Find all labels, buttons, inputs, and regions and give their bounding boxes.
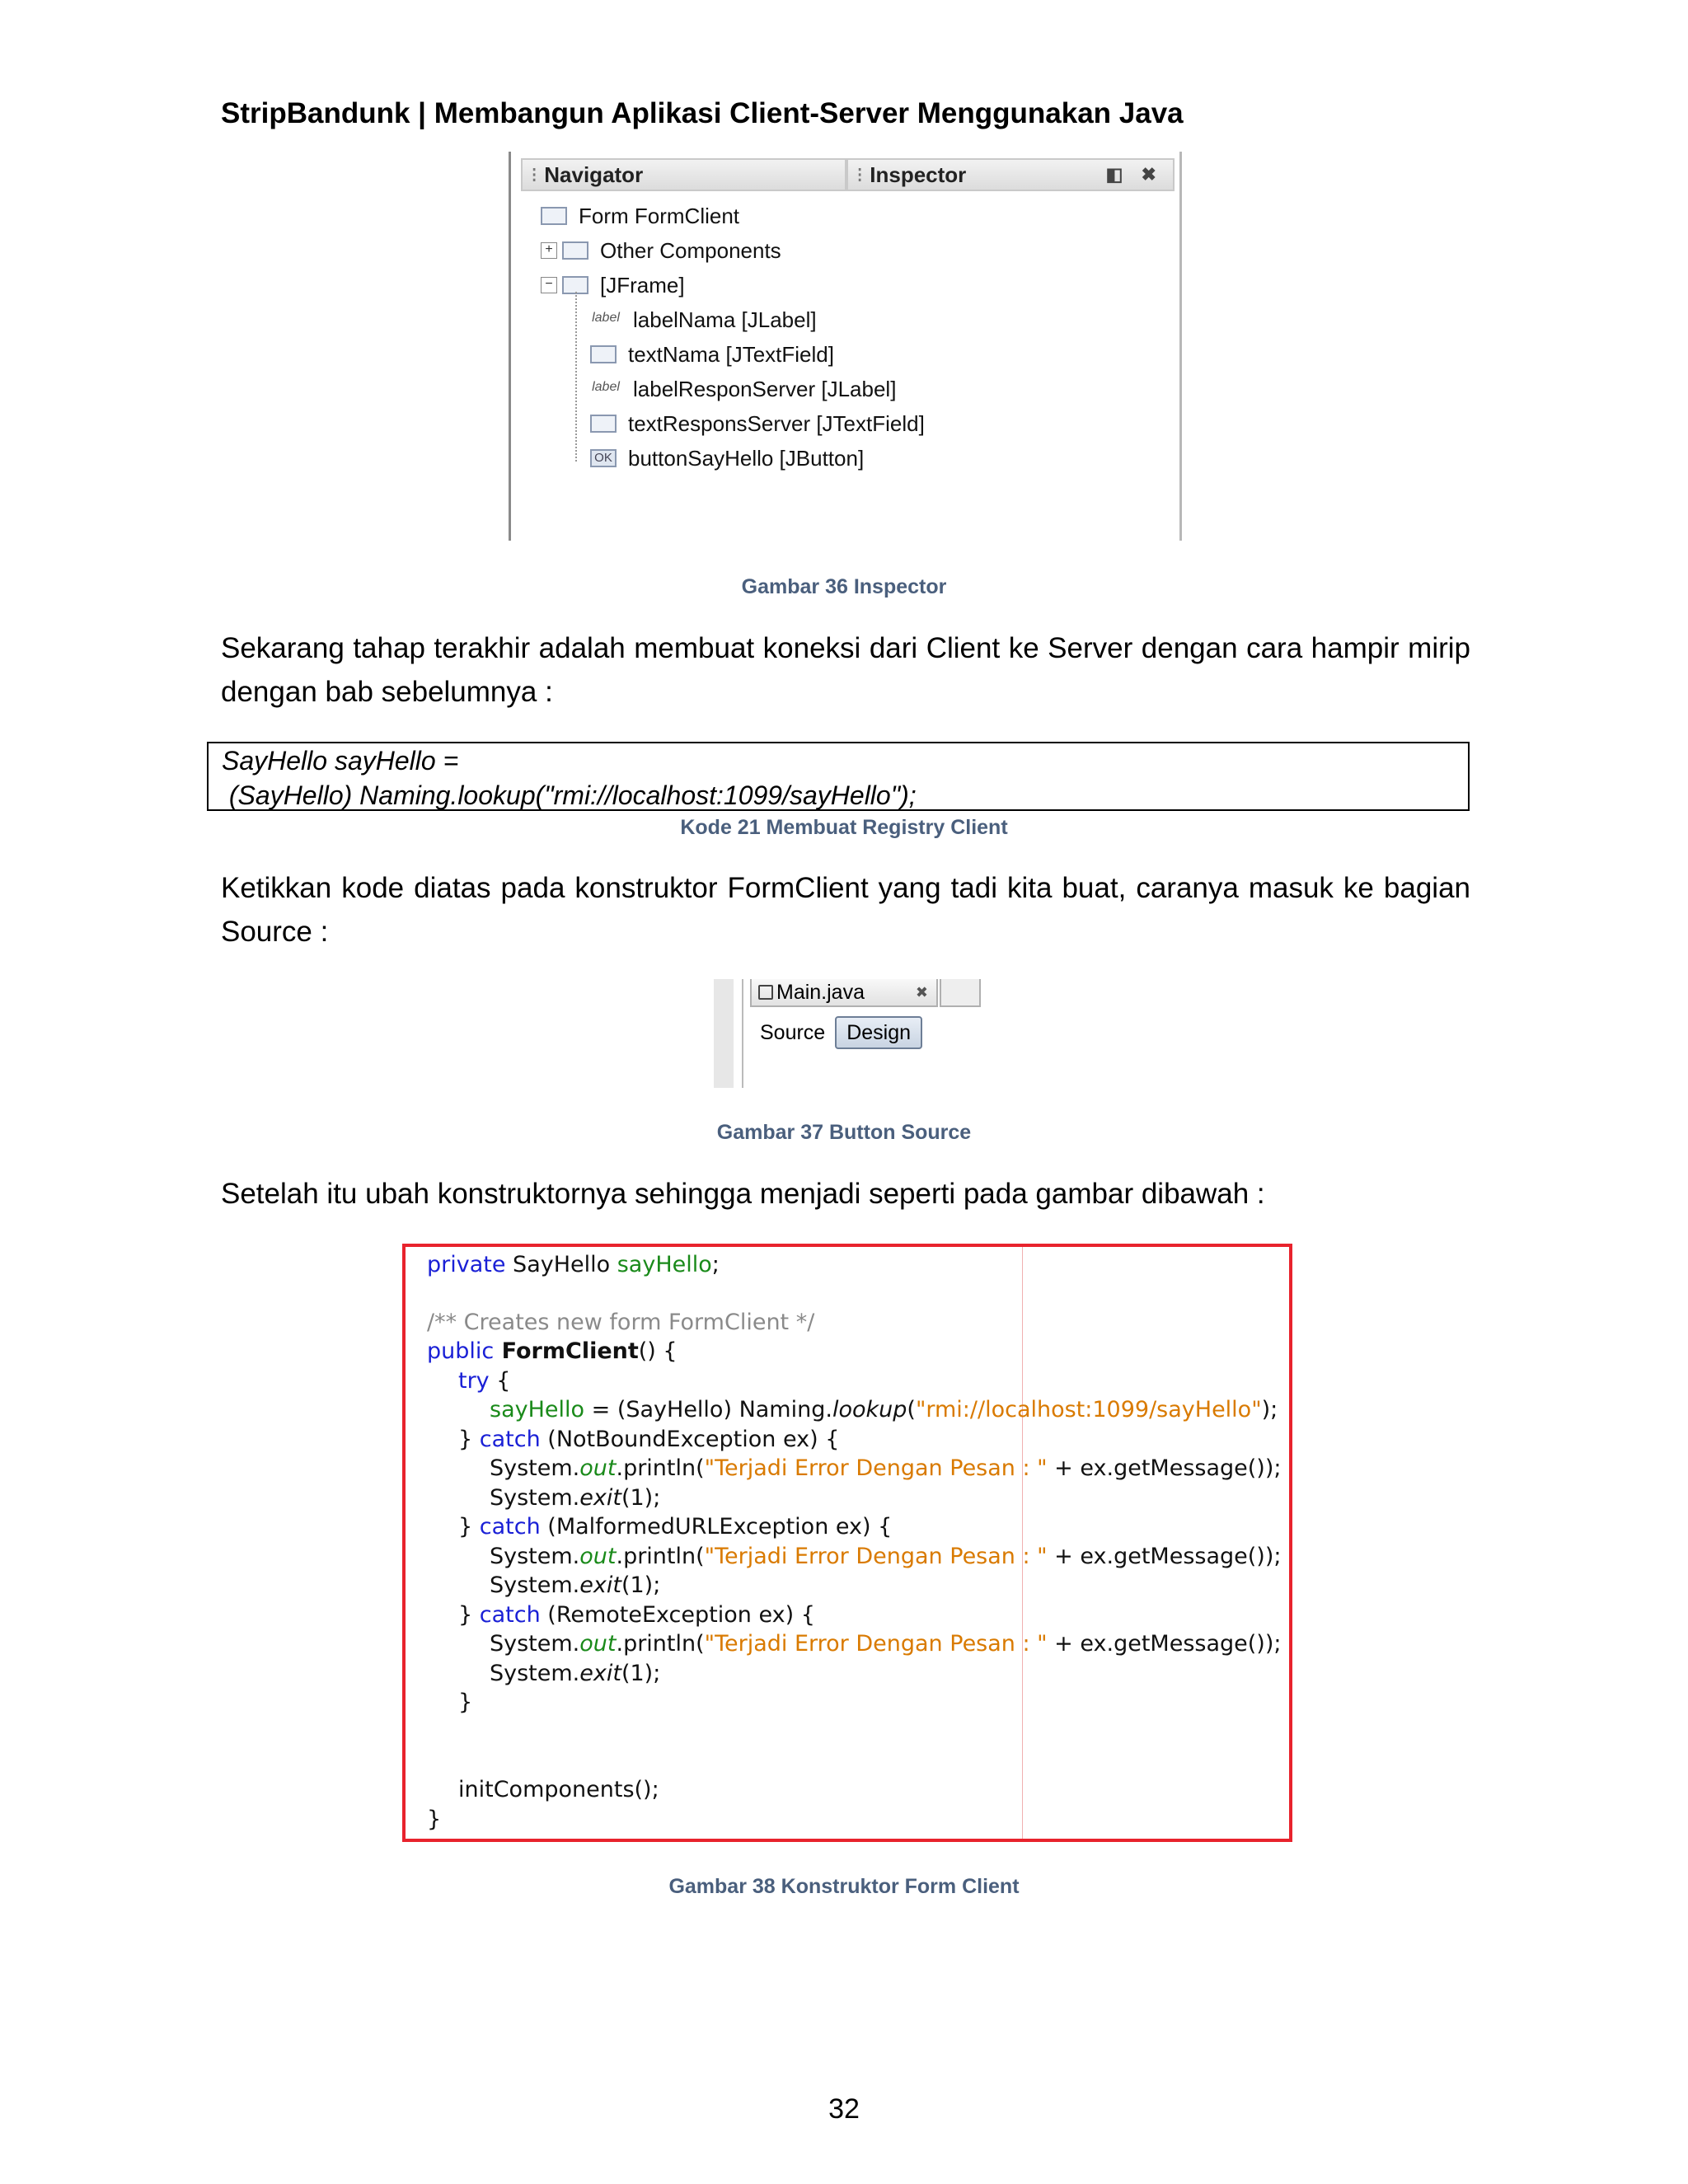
- code-line: System.out.println("Terjadi Error Dengan Pesan : " + ex.getMessage());: [490, 1631, 1282, 1657]
- tab-next[interactable]: [940, 979, 981, 1007]
- tree-node-label: textResponsServer [JTextField]: [628, 410, 925, 436]
- components-icon: [562, 241, 588, 260]
- expand-icon[interactable]: +: [541, 242, 557, 259]
- code-line: try {: [458, 1368, 511, 1394]
- code-line: } catch (RemoteException ex) {: [458, 1602, 815, 1628]
- grip-icon: ⁝: [856, 162, 864, 187]
- paragraph: Sekarang tahap terakhir adalah membuat koneksi dari Client ke Server dengan cara hampir mirip dengan bab sebelumnya :: [221, 632, 1470, 708]
- tree-node-label: labelNama [JLabel]: [633, 307, 817, 332]
- label-icon: label: [592, 311, 620, 325]
- panel-tabs: [521, 158, 1175, 193]
- code-line: private SayHello sayHello;: [427, 1252, 720, 1277]
- tree-node-label: buttonSayHello [JButton]: [628, 445, 865, 471]
- code-line: (SayHello) Naming.lookup("rmi://localhost:1099/sayHello");: [222, 780, 917, 810]
- navigator-inspector-window: [509, 152, 1182, 541]
- tab-label: Main.java: [776, 980, 865, 1004]
- tree-node-buttonsayhello[interactable]: [590, 442, 864, 475]
- code-comment: /** Creates new form FormClient */: [427, 1310, 815, 1335]
- textfield-icon: [590, 345, 617, 363]
- figure-caption: Gambar 37 Button Source: [716, 1121, 972, 1144]
- code-line: System.out.println("Terjadi Error Dengan Pesan : " + ex.getMessage());: [490, 1544, 1282, 1569]
- tree-node-jframe[interactable]: [541, 269, 685, 302]
- button-icon: OK: [590, 449, 617, 467]
- label-icon: label: [592, 380, 620, 394]
- figure-caption: Gambar 36 Inspector: [741, 575, 947, 598]
- code-line: initComponents();: [458, 1777, 659, 1802]
- code-line: sayHello = (SayHello) Naming.lookup("rmi://localhost:1099/sayHello");: [490, 1397, 1278, 1422]
- grip-icon: ⁝: [531, 162, 538, 187]
- code-caption: Kode 21 Membuat Registry Client: [680, 816, 1008, 839]
- tree-node-textresponsserver[interactable]: [590, 407, 925, 440]
- code-line: System.out.println("Terjadi Error Dengan Pesan : " + ex.getMessage());: [490, 1455, 1282, 1481]
- code-line: System.exit(1);: [490, 1661, 661, 1686]
- design-button[interactable]: Design: [835, 1016, 922, 1049]
- window-controls-icon[interactable]: ◧ ✖: [1105, 164, 1163, 185]
- source-button[interactable]: Source: [760, 1020, 826, 1044]
- tab-main-java[interactable]: [750, 979, 938, 1007]
- code-block: [207, 742, 1470, 811]
- paragraph: Ketikkan kode diatas pada konstruktor FormClient yang tadi kita buat, caranya masuk ke bagian Source :: [221, 872, 1470, 948]
- tree-node-label: Form FormClient: [579, 203, 740, 228]
- textfield-icon: [590, 415, 617, 433]
- code-line: SayHello sayHello =: [222, 746, 459, 776]
- tree-node-form[interactable]: [541, 199, 739, 232]
- constructor-code-screenshot: [402, 1244, 1292, 1842]
- code-line: } catch (MalformedURLException ex) {: [458, 1514, 893, 1540]
- tree-node-label: textNama [JTextField]: [628, 341, 834, 367]
- code-line: System.exit(1);: [490, 1485, 661, 1511]
- tree-node-label: Other Components: [600, 237, 781, 263]
- form-icon: [541, 207, 567, 225]
- figure-caption: Gambar 38 Konstruktor Form Client: [668, 1875, 1020, 1898]
- java-file-icon: [758, 985, 773, 1000]
- tab-navigator-label: Navigator: [544, 162, 644, 187]
- page-number: 32: [828, 2093, 860, 2125]
- code-line: } catch (NotBoundException ex) {: [458, 1427, 840, 1452]
- code-line: System.exit(1);: [490, 1572, 661, 1598]
- tab-navigator[interactable]: [521, 158, 846, 191]
- tree-node-labelresponserver[interactable]: [590, 373, 896, 405]
- paragraph: Setelah itu ubah konstruktornya sehingga menjadi seperti pada gambar dibawah :: [221, 1178, 1265, 1210]
- tree-node-labelnama[interactable]: [590, 303, 817, 336]
- code-line: }: [458, 1690, 473, 1715]
- tree-node-other-components[interactable]: [541, 234, 781, 267]
- code-line: public FormClient() {: [427, 1338, 678, 1364]
- code-line: }: [427, 1807, 442, 1832]
- view-toggle: [750, 1012, 981, 1053]
- tab-inspector-label: Inspector: [870, 162, 967, 187]
- page-header: StripBandunk | Membangun Aplikasi Client-Server Menggunakan Java: [221, 97, 1184, 129]
- close-icon[interactable]: ✖: [915, 983, 928, 1001]
- tab-inspector[interactable]: [846, 158, 1175, 191]
- tree-node-textnama[interactable]: [590, 338, 834, 371]
- source-design-toolbar: [714, 979, 981, 1088]
- collapse-icon[interactable]: −: [541, 277, 557, 293]
- tree-node-label: labelResponServer [JLabel]: [633, 376, 897, 401]
- tree-node-label: [JFrame]: [600, 272, 685, 298]
